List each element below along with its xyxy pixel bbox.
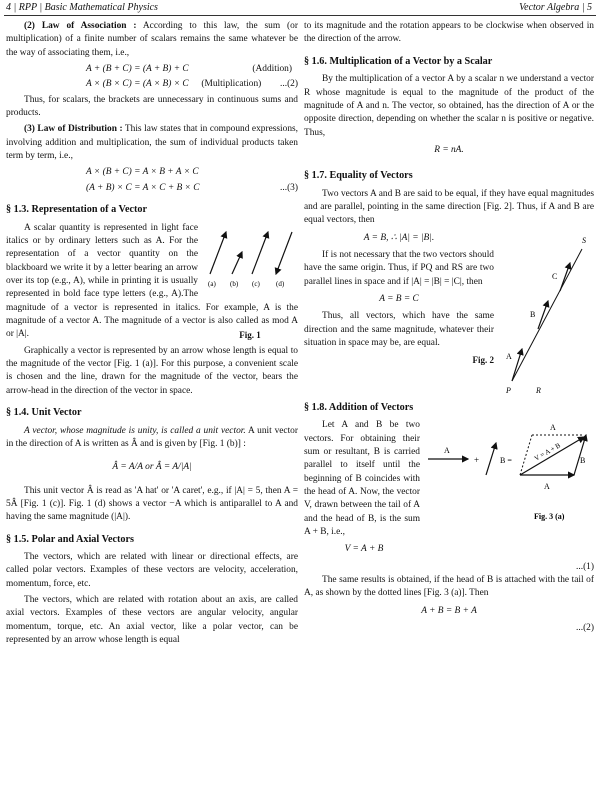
point-r-label: R: [536, 385, 541, 395]
law-of-association: (2) Law of Association : According to this law, the sum (or multiplication) of a finite number of scalars remains the same whatever be the way of associating them, i.e.,: [6, 21, 298, 58]
equation-distribution-1: A × (B + C) = A × B + A × C: [86, 167, 199, 178]
addition-paragraph-2: The same results is obtained, if the head of B is attached with the tail of A, as shown by the dotted lines [Fig. 3 (a)]. Then: [304, 575, 594, 599]
representation-paragraph-1: A scalar quantity is represented in light face italics or by ordinary letters such as A. For the representation of a vector quantity on the blackboard we write it by a letter bearing an arrow over its top (e.g., A), while in printing it is usually represented in bold face type letters (e.g., A).The magnitude of a vector is represented in italics. For example, A is the magnitude of a vector A. The magnitude of a vector is also called as mod A or |A|.: [6, 222, 298, 340]
running-header-left: 4 | RPP | Basic Mathematical Physics: [6, 2, 158, 13]
right-column: [304, 20, 594, 800]
label-a-standalone: A: [444, 446, 450, 456]
label-a-triangle: A: [544, 482, 550, 492]
section-1-3-heading: § 1.3. Representation of a Vector: [6, 204, 148, 216]
line-pq: [512, 249, 582, 381]
equality-paragraph-1: Two vectors A and B are said to be equal, if they have equal magnitudes and are parallel, pointing in the same direction [Fig. 2]. Thus, if A and B are equal vectors, then: [304, 188, 594, 226]
equality-paragraph-2: If is not necessary that the two vectors should have the same origin. Thus, if PQ and RS are two parallel lines in space and if |A| = |B| = |C|, then: [304, 250, 494, 287]
point-p-label: P: [506, 385, 511, 395]
section-1-7-heading: § 1.7. Equality of Vectors: [304, 170, 413, 182]
section-1-5-heading: § 1.5. Polar and Axial Vectors: [6, 533, 135, 545]
figure-1-vector-arrows: [202, 222, 298, 292]
fig1-label-a: (a): [208, 279, 216, 288]
label-b-triangle: B: [580, 456, 586, 466]
label-v-resultant: V = A + B: [533, 441, 562, 463]
equality-paragraph-3: Thus, all vectors, which have the same direction and the same magnitude, whatever their situation in space may be, are equal.: [304, 311, 494, 349]
section-1-8-heading: § 1.8. Addition of Vectors: [304, 401, 414, 413]
equation-distribution-2: (A + B) × C = A × C + B × C ...(3): [86, 182, 298, 193]
unit-vector-paragraph-1: A vector, whose magnitude is unity, is called a unit vector. A unit vector in the direction of A is written as Â and is given by [Fig. 1 (b)] :: [6, 425, 298, 449]
law-of-distribution: (3) Law of Distribution : This law states that in compound expressions, involving addition and multiplication, the sum of individual products taken term by term, i.e.,: [6, 124, 298, 162]
scalar-multiplication-paragraph: By the multiplication of a vector A by a scalar n we understand a vector R whose magnitude is equal to the magnitude of the product of the magnitude of A and n. The vector, so obtained, has the direction of A or the opposite direction, depending on whether the scalar n is positive or negative. Thus,: [304, 74, 594, 138]
svg-text:+: +: [474, 455, 480, 466]
vector-arrow-a: [210, 232, 226, 274]
unit-vector-equation: Â = A/A or Â = A/|A|: [112, 462, 192, 473]
addition-equation-2: A + B = B + A: [421, 605, 477, 616]
section-1-6-heading: § 1.6. Multiplication of a Vector by a Scalar: [304, 55, 493, 67]
scalar-multiplication-equation: R = nA.: [434, 144, 464, 155]
vector-arrow-b: [232, 252, 242, 274]
fig1-label-b: (b): [230, 279, 239, 288]
header-rule: [4, 15, 596, 16]
equation-addition: A + (B + C) = (A + B) + C (Addition): [86, 64, 292, 75]
representation-paragraph-2: Graphically a vector is represented by an arrow whose length is equal to the magnitude of the vector [Fig. 1 (a)]. For this purpose, a convenient scale is chosen and the line, drawn for the magnitude of the vector, bears the arrow-head in the direction of the vector in space.: [6, 345, 298, 396]
point-s-label: S: [582, 235, 586, 245]
vector-arrow-c: [252, 232, 268, 274]
continued-paragraph: to its magnitude and the rotation appears to be clockwise when observed in the direction of the arrow.: [304, 21, 594, 45]
section-1-4-heading: § 1.4. Unit Vector: [6, 407, 82, 419]
figure-3a-vector-addition: [424, 419, 594, 529]
scalars-note: Thus, for scalars, the brackets are unnecessary in continuous sums and products.: [6, 94, 298, 119]
vector-c-arrow: [560, 263, 570, 291]
label-a: A: [506, 351, 512, 361]
figure-2-caption: Fig. 2: [472, 354, 494, 365]
addition-equation-1: V = A + B: [344, 544, 384, 555]
addition-equation-1-number: ...(1): [576, 561, 594, 572]
figure-1-caption: Fig. 1: [239, 329, 261, 340]
label-c: C: [552, 271, 558, 281]
fig1-label-c: (c): [252, 279, 260, 288]
label-b-equals: B =: [500, 456, 512, 466]
vector-b-triangle: [574, 435, 586, 475]
left-column: [6, 20, 298, 800]
figure-3a-caption: Fig. 3 (a): [534, 512, 565, 522]
equality-equation-2: A = B = C: [379, 294, 419, 305]
vector-arrow-d: [276, 232, 292, 274]
equality-equation-1: A = B, ∴ |A| = |B|.: [363, 232, 435, 243]
figure-2-parallel-vectors: [498, 231, 594, 401]
fig1-label-d: (d): [276, 279, 285, 288]
polar-vectors-paragraph: The vectors, which are related with linear or directional effects, are called polar vectors. Examples of these vectors are velocity, acceleration, momentum, force, etc.: [6, 552, 298, 589]
unit-vector-paragraph-2: This unit vector Â is read as 'A hat' or 'A caret', e.g., if |A| = 5, then A = 5Â [Fig. 1 (c)]. Fig. 1 (d) shows a vector −A which is antiparallel to A and having the same magnitude (|A|).: [6, 485, 298, 523]
label-b: B: [530, 309, 536, 319]
addition-equation-2-number: ...(2): [576, 623, 594, 634]
running-header-right: Vector Algebra | 5: [519, 2, 592, 13]
axial-vectors-paragraph: The vectors, which are related with rotation about an axis, are called axial vectors. Examples of these vectors are angular velocity, angular momentum, torque, etc. An axial vector, like a polar vector, can be represented by an arrow whose length is equal: [6, 595, 298, 646]
vector-b-standalone: [486, 443, 496, 475]
equation-multiplication: A × (B × C) = (A × B) × C (Multiplication) ...(2): [86, 79, 298, 90]
label-a-dotted: A: [550, 423, 556, 433]
addition-paragraph-1: Let A and B be two vectors. For obtaining their sum or resultant, B is carried parallel to itself until the beginning of B coincides with the head of A. Now, the vector V, drawn between the tail of A and the head of B, is the sum A + B, i.e.,: [304, 420, 420, 537]
